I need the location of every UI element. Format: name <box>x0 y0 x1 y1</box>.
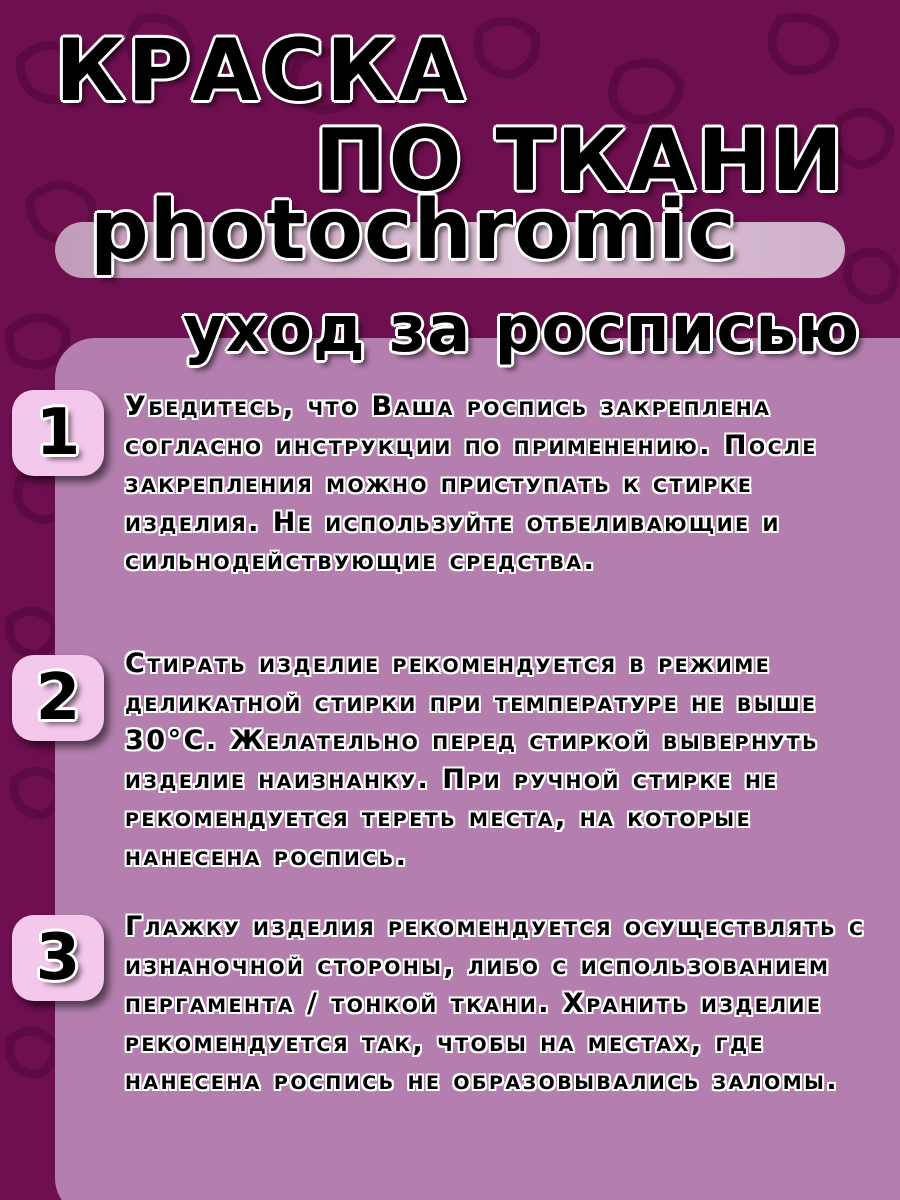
step-number: 2 <box>35 661 81 735</box>
subtitle: уход за росписью <box>183 293 860 367</box>
step-number-badge <box>12 915 104 1001</box>
title-line-1: КРАСКА <box>55 21 467 121</box>
step-text: Стирать изделие рекомендуется в режиме деликатной стирки при температуре не выше 30°С. Желательно перед стиркой вывернуть изделие наизнанку. При ручной стирке не рекомендуется тереть места, на которые нанесена роспись. <box>125 648 820 872</box>
step-number: 1 <box>35 396 81 470</box>
step-text: Глажку изделия рекомендуется осуществлять с изнаночной стороны, либо с использованием пергамента / тонкой ткани. Хранить изделие рекомендуется так, чтобы на местах, где нанесена роспись не образовывались заломы. <box>125 911 866 1096</box>
title-line-3: photochromic <box>90 183 737 278</box>
step-number-badge <box>12 390 104 476</box>
step-number: 3 <box>35 921 81 995</box>
step-text: Убедитесь, что Ваша роспись закреплена согласно инструкции по применению. После закрепления можно приступать к стирке изделия. Не используйте отбеливающие и сильнодействующие средства. <box>125 391 818 576</box>
title-line-2: ПО ТКАНИ <box>314 111 845 211</box>
step-number-badge <box>12 655 104 741</box>
